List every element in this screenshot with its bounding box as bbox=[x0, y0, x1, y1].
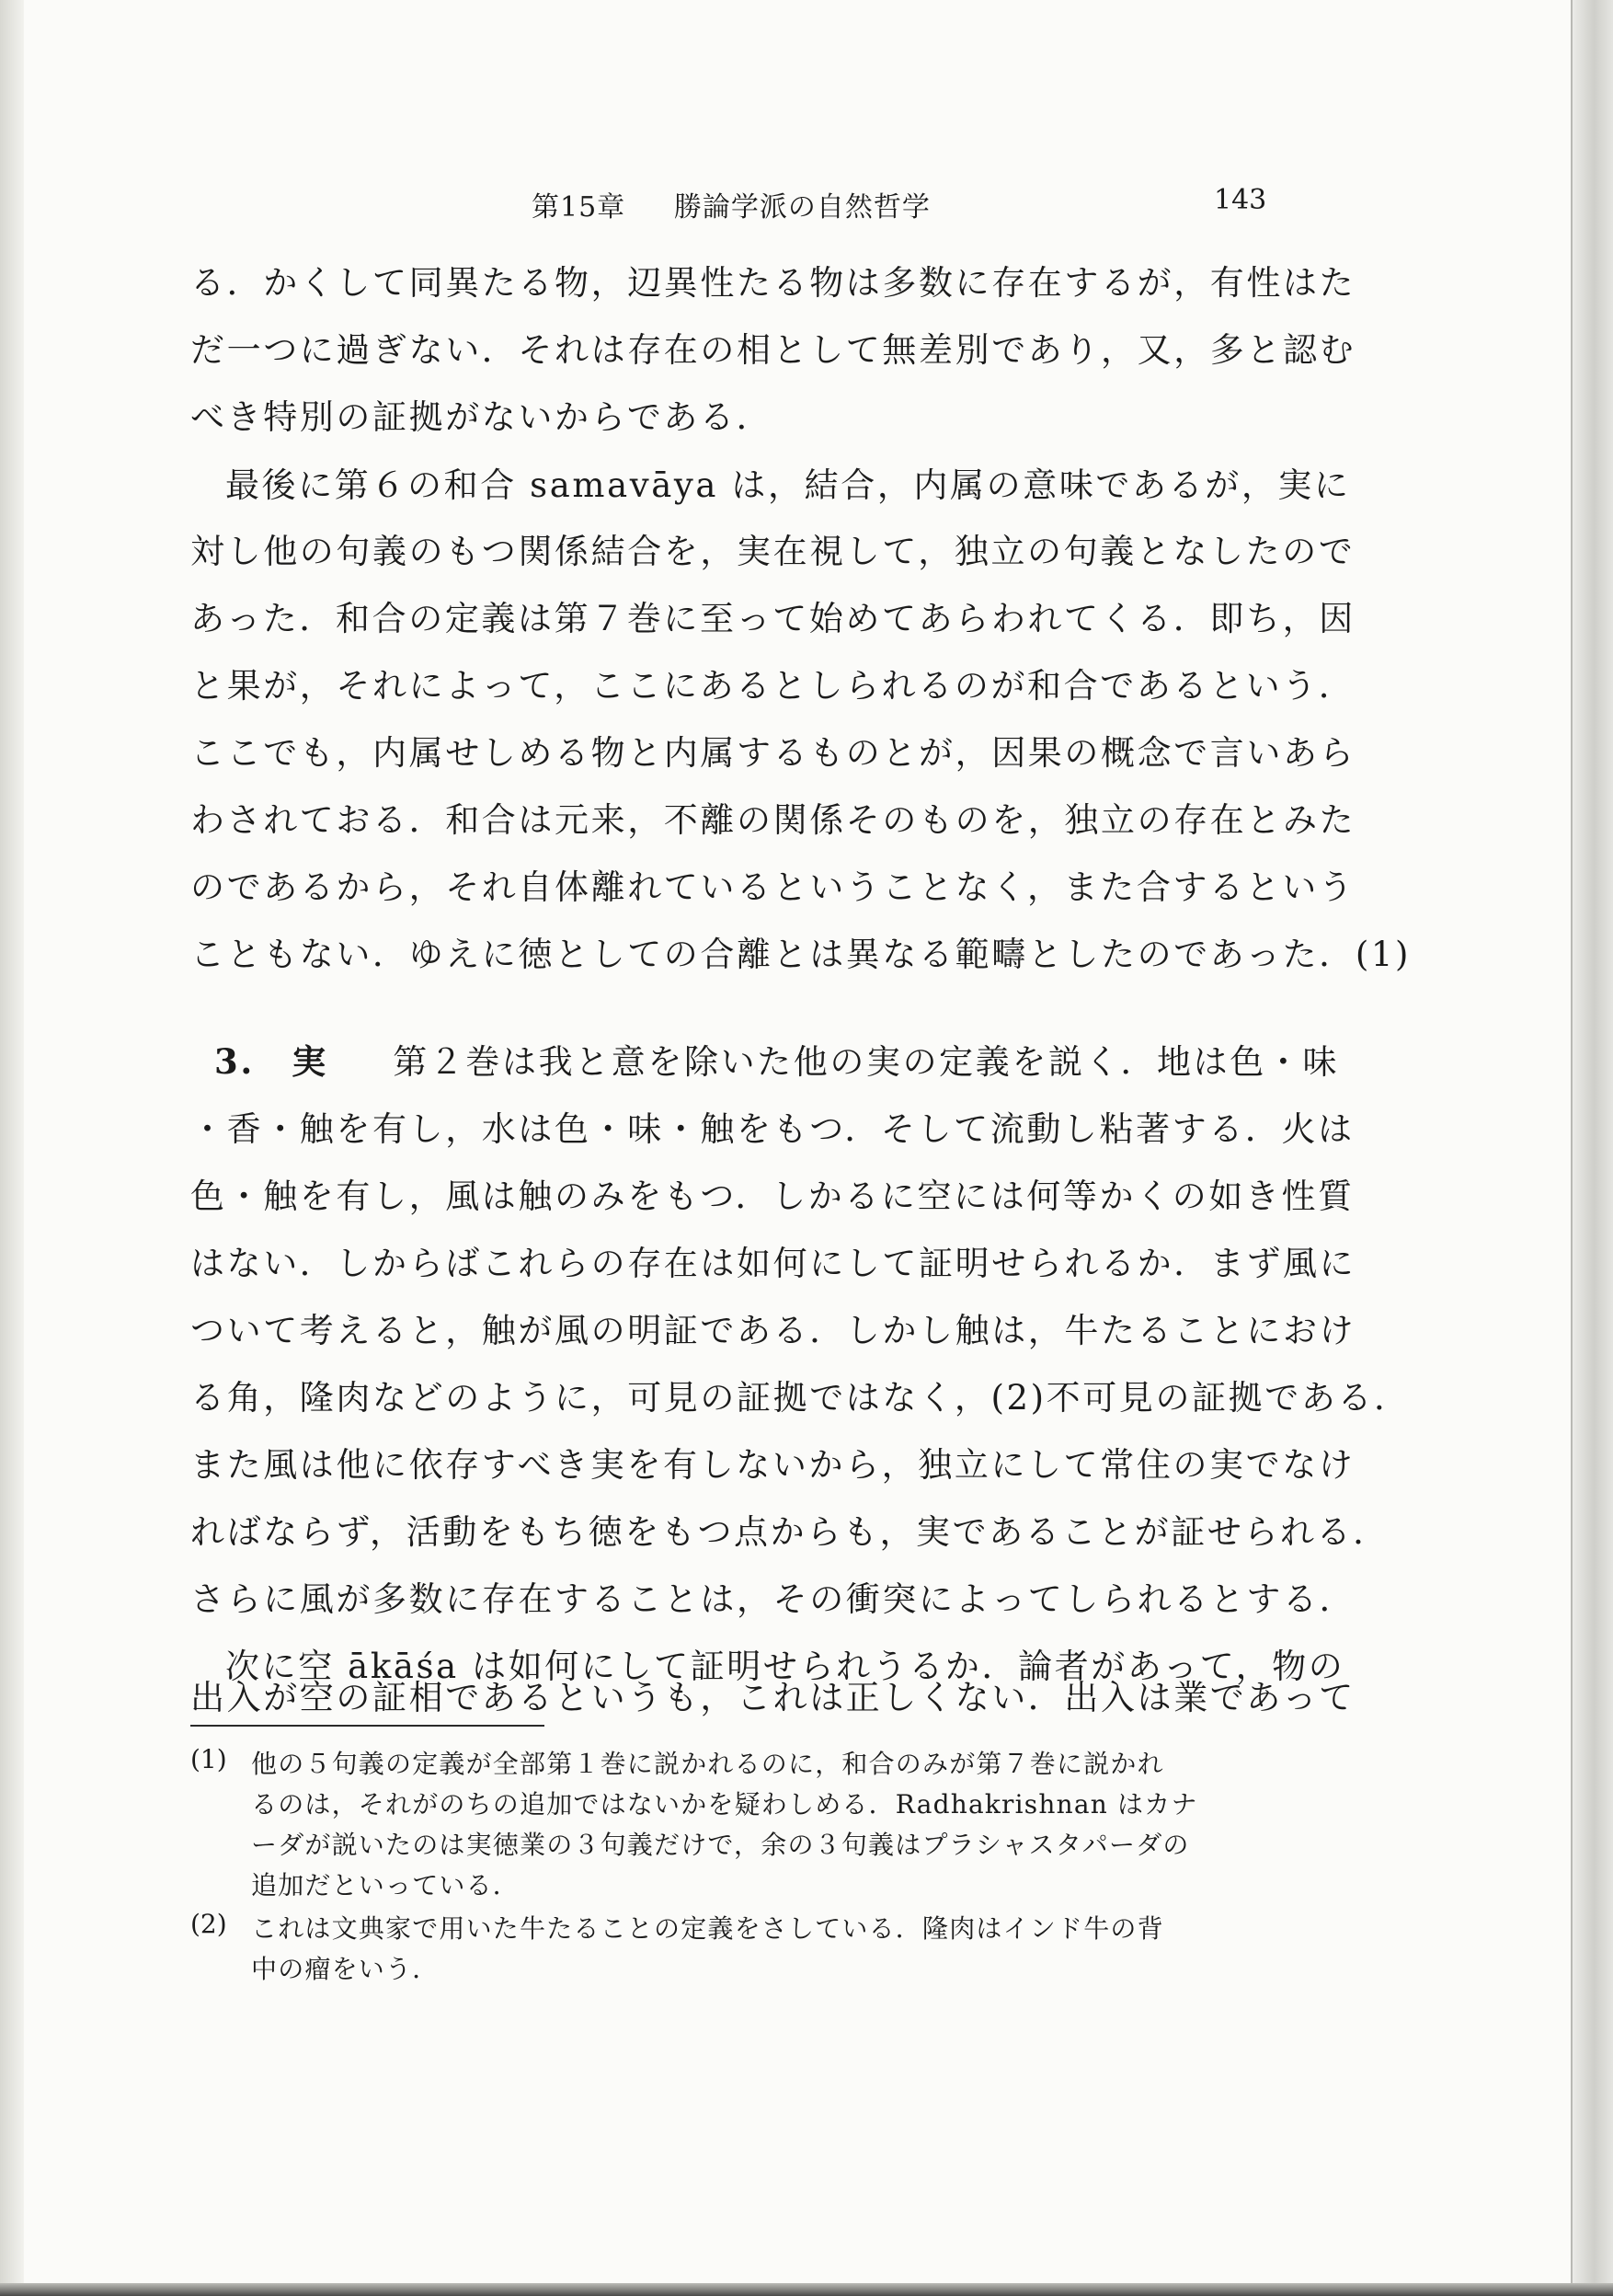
scan-edge-right bbox=[1571, 0, 1613, 2296]
scan-edge-right-line bbox=[1571, 0, 1573, 2296]
body-line: る角，隆肉などのように，可見の証拠ではなく，(2)不可見の証拠である． bbox=[190, 1378, 1411, 1418]
body-line: 最後に第６の和合 samavāya は，結合，内属の意味であるが，実に bbox=[225, 465, 1351, 505]
body-line: 出入が空の証相であるというも，これは正しくない．出入は業であって bbox=[190, 1678, 1356, 1717]
body-line: 色・触を有し，風は触のみをもつ．しかるに空には何等かくの如き性質 bbox=[190, 1177, 1355, 1216]
body-line: だ一つに過ぎない．それは存在の相として無差別であり，又，多と認む bbox=[190, 330, 1356, 370]
footnote-line: るのは，それがのちの追加ではないかを疑わしめる．Radhakrishnan はカナ bbox=[251, 1789, 1198, 1820]
body-line: こともない．ゆえに徳としての合離とは異なる範疇としたのであった．(1) bbox=[190, 935, 1412, 974]
body-line: のであるから，それ自体離れているということなく，また合するという bbox=[190, 867, 1356, 907]
body-line: はない．しからばこれらの存在は如何にして証明せられるか．まず風に bbox=[190, 1244, 1356, 1283]
body-line: ればならず，活動をもち徳をもつ点からも，実であることが証せられる． bbox=[190, 1512, 1390, 1552]
footnote-line: ーダが説いたのは実徳業の３句義だけで，余の３句義はプラシャスタパーダの bbox=[251, 1830, 1190, 1860]
scan-edge-bottom bbox=[0, 2283, 1613, 2296]
body-line: あった．和合の定義は第７巻に至って始めてあらわれてくる．即ち，因 bbox=[190, 599, 1356, 638]
section-heading-line bbox=[214, 1034, 1339, 1084]
body-line: また風は他に依存すべき実を有しないから，独立にして常住の実でなけ bbox=[190, 1445, 1356, 1485]
body-line: と果が，それによって，ここにあるとしられるのが和合であるという． bbox=[190, 666, 1356, 706]
body-line: ついて考えると，触が風の明証である．しかし触は，牛たることにおけ bbox=[190, 1311, 1356, 1350]
body-line: さらに風が多数に存在することは，その衝突によってしられるとする． bbox=[190, 1579, 1356, 1619]
footnote-separator bbox=[190, 1725, 544, 1727]
chapter-title: 勝論学派の自然哲学 bbox=[673, 191, 931, 224]
chapter-number: 第15章 bbox=[532, 191, 626, 224]
footnote-mark-1: (1) bbox=[190, 1744, 227, 1774]
header-spacer bbox=[635, 191, 665, 224]
body-line: ・香・触を有し，水は色・味・触をもつ．そして流動し粘著する．火は bbox=[190, 1109, 1355, 1149]
body-line: る．かくして同異たる物，辺異性たる物は多数に存在するが，有性はた bbox=[190, 263, 1356, 303]
body-line: 対し他の句義のもつ関係結合を，実在視して，独立の句義となしたので bbox=[190, 532, 1356, 571]
body-line: ここでも，内属せしめる物と内属するものとが，因果の概念で言いあら bbox=[190, 733, 1356, 773]
section-title: 実 bbox=[292, 1041, 328, 1082]
body-line: べき特別の証拠がないからである． bbox=[190, 397, 773, 437]
page-number: 143 bbox=[1214, 184, 1267, 216]
footnote-line: 他の５句義の定義が全部第１巻に説かれるのに，和合のみが第７巻に説かれ bbox=[251, 1749, 1164, 1779]
body-line: わされておる．和合は元来，不離の関係そのものを，独立の存在とみた bbox=[190, 800, 1356, 840]
running-header bbox=[532, 184, 931, 224]
section-first-line: 第２巻は我と意を除いた他の実の定義を説く．地は色・味 bbox=[393, 1042, 1340, 1082]
footnote-mark-2: (2) bbox=[190, 1909, 227, 1939]
body-line: 次に空 ākāśa は如何にして証明せられうるか．論者があって，物の bbox=[225, 1647, 1345, 1686]
section-number: 3. bbox=[214, 1041, 255, 1082]
footnote-line: 中の瘤をいう． bbox=[251, 1954, 440, 1984]
footnote-line: これは文典家で用いた牛たることの定義をさしている．隆肉はインド牛の背 bbox=[251, 1913, 1164, 1944]
footnote-line: 追加だといっている． bbox=[251, 1870, 521, 1900]
scan-edge-left bbox=[0, 0, 24, 2296]
